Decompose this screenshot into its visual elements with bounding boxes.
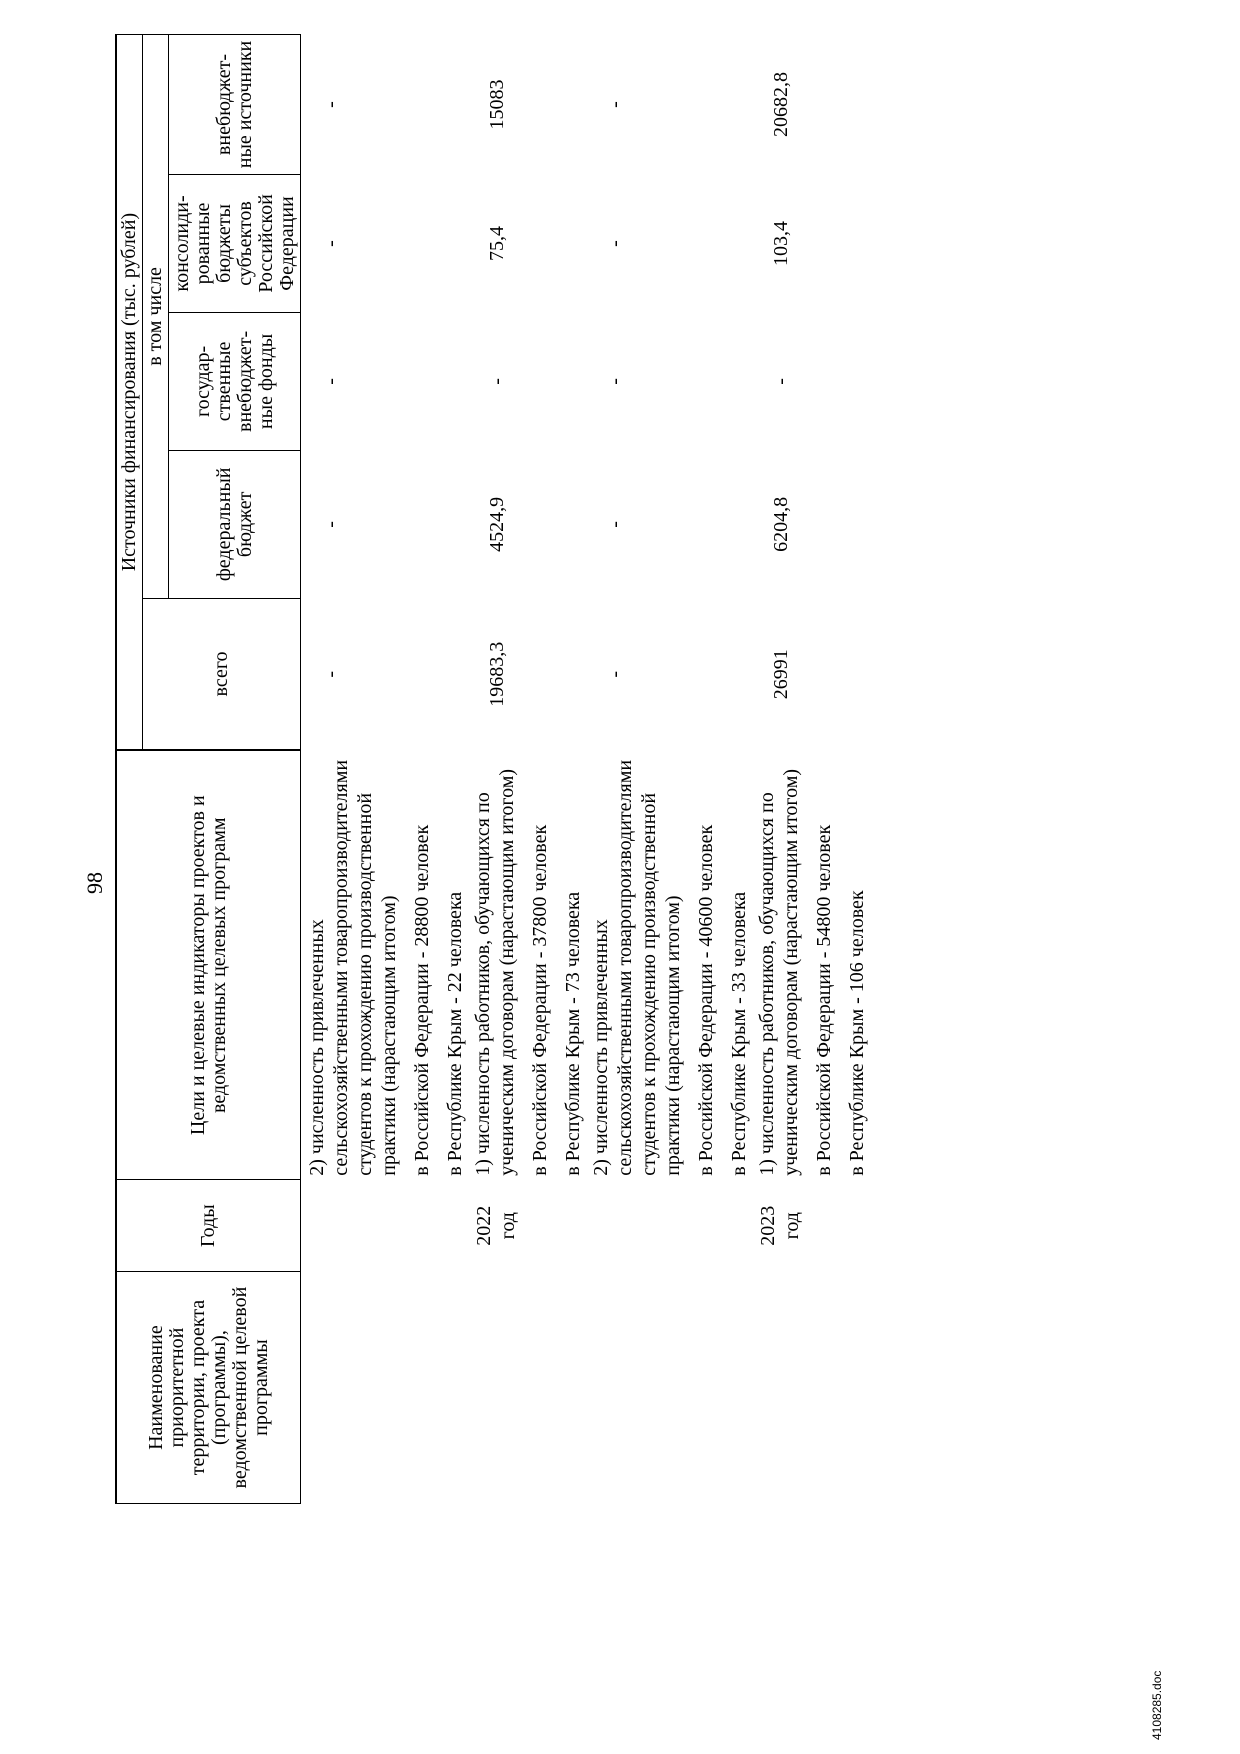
goal-cell [301,750,468,1180]
year-cell [467,1180,585,1272]
table-row [751,35,869,1504]
financing-table [115,34,869,1504]
goal-text-line: в Республике Крым - 73 человека [562,891,584,1176]
value-extra-budget: 20682,8 [770,72,792,137]
value-state-funds: - [604,378,626,385]
header-regional: консолиди-рованные бюджеты субъектов Российской Федерации [169,175,301,313]
header-including: в том числе [143,35,169,599]
header-years: Годы [116,1180,301,1272]
header-name: Наименование приоритетной территории, проекта (программы), ведомственной целевой программы [116,1272,301,1504]
goal-text-line: в Российской Федерации - 40600 человек [695,824,717,1176]
value-total: - [320,670,342,678]
header-extra-budget: внебюджет-ные источники [169,35,301,175]
value-extra-budget: - [320,101,342,108]
goal-text-line: ученическим договорам (нарастающим итогом) [496,768,518,1176]
year-cell [751,1180,869,1272]
value-state-funds: - [320,378,342,385]
goal-text-line: практики (нарастающим итогом) [662,895,684,1176]
value-regional: 103,4 [770,220,792,266]
header-federal: федеральный бюджет [169,450,301,598]
table-row [585,35,751,1504]
value-federal: - [604,521,626,528]
goal-cell [751,750,869,1180]
year-suffix: год [497,1212,519,1240]
table-row [467,35,585,1504]
goal-text-line: в Республике Крым - 22 человека [444,891,466,1176]
value-regional: 75,4 [486,225,508,261]
value-federal: 4524,9 [486,496,508,552]
value-regional: - [604,240,626,247]
header-goals: Цели и целевые индикаторы проектов и ведомственных целевых программ [116,750,301,1180]
goal-text-line: сельскохозяйственными товаропроизводителями [614,759,636,1176]
goal-text-line: практики (нарастающим итогом) [378,895,400,1176]
name-cell [585,1272,751,1504]
goal-text-line: сельскохозяйственными товаропроизводителями [330,759,352,1176]
value-state-funds: - [486,378,508,385]
year-cell [585,1180,751,1272]
goal-text-line: студентов к прохождению производственной [638,792,660,1176]
goal-text-line: 2) численность привлеченных [590,919,612,1176]
table-row [301,35,468,1504]
value-total: 19683,3 [486,641,508,707]
goal-text-line: в Российской Федерации - 54800 человек [813,824,835,1176]
goal-text-line: в Российской Федерации - 37800 человек [529,824,551,1176]
value-total: - [604,670,626,678]
page-number: 98 [82,872,107,894]
goal-text-line: в Российской Федерации - 28800 человек [411,824,433,1176]
goal-text-line: ученическим договорам (нарастающим итогом) [780,768,802,1176]
year-value: 2022 [473,1205,495,1246]
header-state-funds: государ-ственные внебюджет-ные фонды [169,312,301,450]
goal-text-line: в Республике Крым - 33 человека [728,891,750,1176]
year-cell [301,1180,468,1272]
value-extra-budget: 15083 [486,79,508,130]
goal-text-line: 2) численность привлеченных [306,919,328,1176]
header-funding-sources: Источники финансирования (тыс. рублей) [116,35,143,751]
year-value: 2023 [757,1205,779,1246]
value-regional: - [320,240,342,247]
value-extra-budget: - [604,101,626,108]
goal-text-line: студентов к прохождению производственной [354,792,376,1176]
value-federal: - [320,521,342,528]
document-id: 4108285.doc [1150,1670,1164,1740]
value-state-funds: - [770,378,792,385]
name-cell [467,1272,585,1504]
value-federal: 6204,8 [770,496,792,552]
goal-text-line: в Республике Крым - 106 человек [846,890,868,1176]
goal-cell [585,750,751,1180]
name-cell [751,1272,869,1504]
goal-cell [467,750,585,1180]
name-cell [301,1272,468,1504]
year-suffix: год [781,1212,803,1240]
header-total: всего [143,598,301,750]
goal-text-line: 1) численность работников, обучающихся по [472,792,494,1176]
value-total: 26991 [770,649,792,700]
goal-text-line: 1) численность работников, обучающихся по [756,792,778,1176]
